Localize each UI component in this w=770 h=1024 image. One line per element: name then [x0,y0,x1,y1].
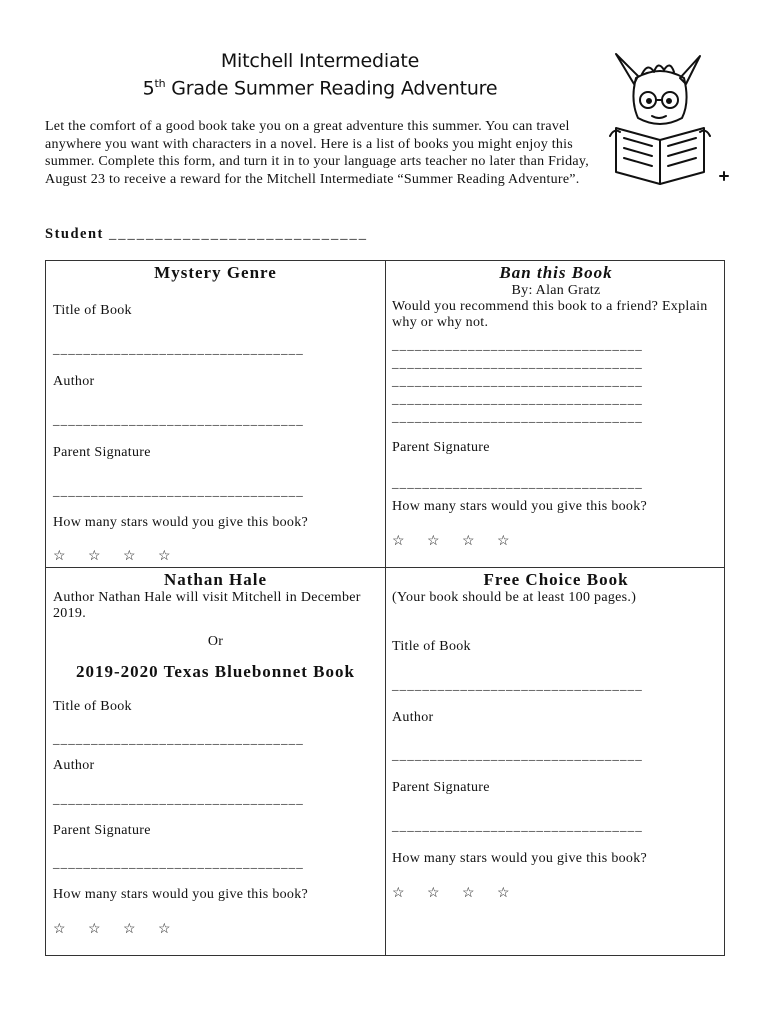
star-icon[interactable]: ☆ [158,922,171,937]
mystery-stars-label: How many stars would you give this book? [53,515,309,530]
star-icon[interactable]: ☆ [462,886,475,901]
form-title-rest: Grade Summer Reading Adventure [165,77,498,100]
star-icon[interactable]: ☆ [53,922,66,937]
reading-grid [45,260,725,956]
student-label: Student [45,226,104,242]
ban-answer-line-2[interactable]: _________________________________ [392,355,643,370]
free-stars-label: How many stars would you give this book? [392,851,648,866]
ban-parent-blank[interactable]: _________________________________ [392,475,643,490]
column-divider [385,261,386,955]
free-title-label: Title of Book [392,639,471,654]
ban-answer-line-4[interactable]: _________________________________ [392,391,643,406]
grade-number: 5 [142,77,155,100]
nathan-parent-blank[interactable]: _________________________________ [53,855,304,870]
star-icon[interactable]: ☆ [497,534,510,549]
free-parent-label: Parent Signature [392,780,490,795]
nathan-note: Author Nathan Hale will visit Mitchell in December 2019. [53,590,361,621]
ban-heading: Ban this Book [499,263,613,282]
intro-paragraph: Let the comfort of a good book take you on a great adventure this summer. You can travel anywhere you want with characters in a novel. Here is a list of books you might enjoy this summer. Complete this form, and turn it in to your language arts teacher no later than Friday, August 23 to receive a reward for the Mitchell Intermediate “Summer Reading Adventure”. [45,119,589,187]
student-name-blank[interactable]: ____________________________ [108,226,368,242]
star-icon[interactable]: ☆ [497,886,510,901]
reading-mascot-illustration [596,44,746,194]
star-icon[interactable]: ☆ [53,549,66,564]
star-icon[interactable]: ☆ [123,922,136,937]
mystery-title-blank[interactable]: _________________________________ [53,341,304,356]
ban-answer-line-1[interactable]: _________________________________ [392,337,643,352]
nathan-stars-label: How many stars would you give this book? [53,887,309,902]
mystery-star-rating[interactable] [53,548,193,565]
mystery-heading: Mystery Genre [154,263,277,282]
mystery-title-label: Title of Book [53,303,132,318]
star-icon[interactable]: ☆ [462,534,475,549]
row-divider [46,567,724,568]
nathan-title-blank[interactable]: _________________________________ [53,731,304,746]
star-icon[interactable]: ☆ [392,886,405,901]
student-name-field[interactable] [45,226,368,243]
nathan-star-rating[interactable] [53,921,193,938]
free-author-label: Author [392,710,434,725]
school-title: Mitchell Intermediate [220,50,420,72]
form-title [130,77,510,99]
nathan-heading: Nathan Hale [163,570,268,589]
nathan-parent-label: Parent Signature [53,823,151,838]
star-icon[interactable]: ☆ [88,549,101,564]
ban-question: Would you recommend this book to a friend? Explain why or why not. [392,299,708,330]
star-icon[interactable]: ☆ [392,534,405,549]
free-note: (Your book should be at least 100 pages.) [392,590,637,605]
ban-parent-label: Parent Signature [392,440,490,455]
free-title-blank[interactable]: _________________________________ [392,677,643,692]
star-icon[interactable]: ☆ [427,886,440,901]
mystery-author-label: Author [53,374,95,389]
nathan-author-label: Author [53,758,95,773]
nathan-title-label: Title of Book [53,699,132,714]
star-icon[interactable]: ☆ [88,922,101,937]
or-separator: Or [207,634,224,649]
bluebonnet-heading: 2019-2020 Texas Bluebonnet Book [76,662,355,681]
mystery-author-blank[interactable]: _________________________________ [53,412,304,427]
star-icon[interactable]: ☆ [158,549,171,564]
ban-answer-line-5[interactable]: _________________________________ [392,409,643,424]
mystery-parent-blank[interactable]: _________________________________ [53,483,304,498]
nathan-author-blank[interactable]: _________________________________ [53,791,304,806]
free-star-rating[interactable] [392,885,532,902]
ban-answer-line-3[interactable]: _________________________________ [392,373,643,388]
free-parent-blank[interactable]: _________________________________ [392,818,643,833]
free-author-blank[interactable]: _________________________________ [392,747,643,762]
grade-suffix: th [154,77,166,90]
ban-byline: By: Alan Gratz [511,283,601,298]
star-icon[interactable]: ☆ [427,534,440,549]
mystery-parent-label: Parent Signature [53,445,151,460]
star-icon[interactable]: ☆ [123,549,136,564]
ban-star-rating[interactable] [392,533,532,550]
free-heading: Free Choice Book [483,570,629,589]
ban-stars-label: How many stars would you give this book? [392,499,648,514]
